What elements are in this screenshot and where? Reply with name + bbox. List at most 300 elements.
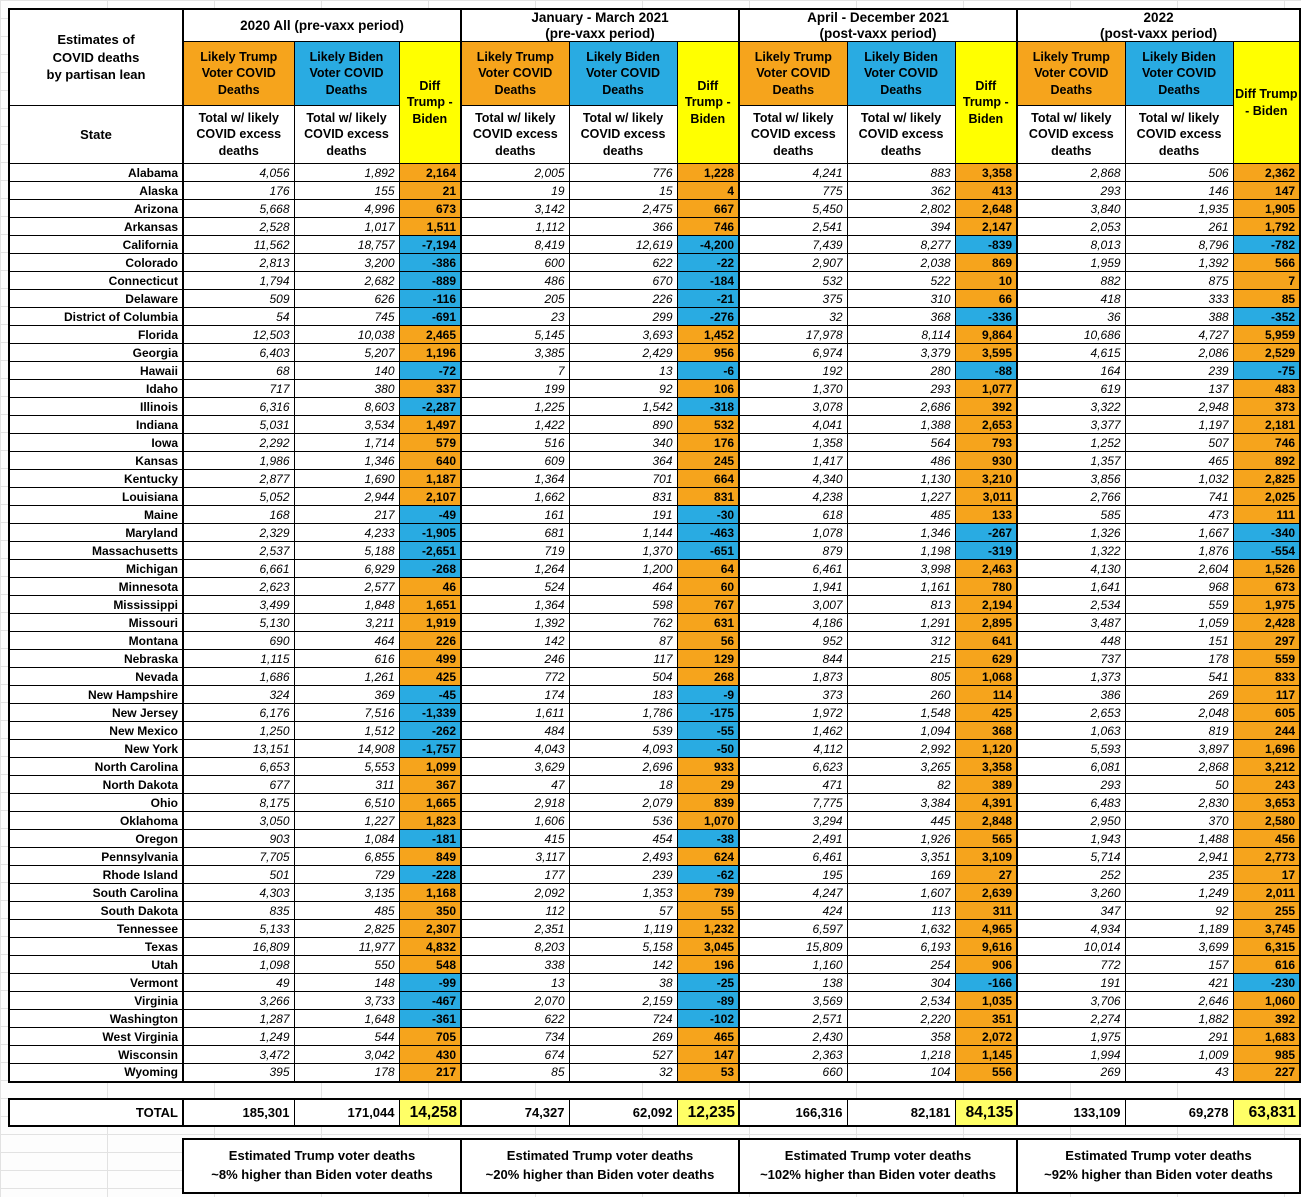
cell-biden-value[interactable]: 178 (1125, 650, 1233, 668)
cell-biden-value[interactable]: 333 (1125, 290, 1233, 308)
cell-trump-value[interactable]: 2,877 (183, 470, 294, 488)
cell-biden-value[interactable]: 8,114 (847, 326, 955, 344)
cell-diff-value[interactable]: 456 (1233, 830, 1300, 848)
cell-diff-value[interactable]: 217 (399, 1064, 461, 1082)
cell-trump-value[interactable]: 501 (183, 866, 294, 884)
cell-diff-value[interactable]: -4,200 (677, 236, 739, 254)
cell-diff-value[interactable]: 2,639 (955, 884, 1017, 902)
cell-trump-value[interactable]: 609 (461, 452, 569, 470)
cell-biden-value[interactable]: 2,686 (847, 398, 955, 416)
cell-trump-value[interactable]: 844 (739, 650, 847, 668)
cell-trump-value[interactable]: 4,186 (739, 614, 847, 632)
cell-diff-value[interactable]: 2,653 (955, 416, 1017, 434)
cell-biden-value[interactable]: 7,516 (294, 704, 399, 722)
cell-biden-value[interactable]: 311 (294, 776, 399, 794)
cell-diff-value[interactable]: 350 (399, 902, 461, 920)
cell-biden-value[interactable]: 2,086 (1125, 344, 1233, 362)
cell-diff-value[interactable]: 392 (955, 398, 1017, 416)
cell-trump-value[interactable]: 8,203 (461, 938, 569, 956)
cell-trump-value[interactable]: 4,241 (739, 164, 847, 182)
footer-note-2022[interactable] (1017, 1139, 1300, 1193)
cell-diff-value[interactable]: 368 (955, 722, 1017, 740)
cell-diff-value[interactable]: 1,792 (1233, 218, 1300, 236)
cell-diff-value[interactable]: -6 (677, 362, 739, 380)
cell-trump-value[interactable]: 4,043 (461, 740, 569, 758)
cell-state[interactable]: Louisiana (9, 488, 183, 506)
cell-biden-value[interactable]: 368 (847, 308, 955, 326)
diff-header[interactable]: Diff Trump - Biden (399, 42, 461, 164)
cell-trump-value[interactable]: 199 (461, 380, 569, 398)
cell-biden-value[interactable]: 701 (569, 470, 677, 488)
cell-diff-value[interactable]: 616 (1233, 956, 1300, 974)
cell-diff-value[interactable]: -38 (677, 830, 739, 848)
cell-biden-value[interactable]: 3,135 (294, 884, 399, 902)
cell-trump-value[interactable]: 3,078 (739, 398, 847, 416)
cell-diff-value[interactable]: -181 (399, 830, 461, 848)
cell-biden-value[interactable]: 1,249 (1125, 884, 1233, 902)
cell-diff-value[interactable]: -268 (399, 560, 461, 578)
cell-trump-value[interactable]: 690 (183, 632, 294, 650)
cell-biden-value[interactable]: 10,038 (294, 326, 399, 344)
cell-diff-value[interactable]: 2,463 (955, 560, 1017, 578)
cell-biden-value[interactable]: 1,388 (847, 416, 955, 434)
cell-trump-value[interactable]: 737 (1017, 650, 1125, 668)
cell-biden-value[interactable]: 626 (294, 290, 399, 308)
cell-biden-value[interactable]: 745 (294, 308, 399, 326)
cell-trump-value[interactable]: 1,986 (183, 452, 294, 470)
cell-trump-value[interactable]: 418 (1017, 290, 1125, 308)
cell-biden-value[interactable]: 1,667 (1125, 524, 1233, 542)
cell-diff-value[interactable]: -116 (399, 290, 461, 308)
cell-diff-value[interactable]: 114 (955, 686, 1017, 704)
cell-biden-value[interactable]: 536 (569, 812, 677, 830)
cell-diff-value[interactable]: 624 (677, 848, 739, 866)
cell-state[interactable]: Michigan (9, 560, 183, 578)
total-trump-value[interactable]: 166,316 (739, 1099, 847, 1126)
cell-biden-value[interactable]: 1,926 (847, 830, 955, 848)
cell-biden-value[interactable]: 280 (847, 362, 955, 380)
cell-biden-value[interactable]: 445 (847, 812, 955, 830)
cell-diff-value[interactable]: 425 (399, 668, 461, 686)
cell-diff-value[interactable]: 641 (955, 632, 1017, 650)
cell-diff-value[interactable]: -467 (399, 992, 461, 1010)
cell-biden-value[interactable]: 464 (294, 632, 399, 650)
cell-biden-value[interactable]: 464 (569, 578, 677, 596)
cell-diff-value[interactable]: 226 (399, 632, 461, 650)
diff-header[interactable]: Diff Trump - Biden (677, 42, 739, 164)
cell-trump-value[interactable]: 19 (461, 182, 569, 200)
cell-diff-value[interactable]: 176 (677, 434, 739, 452)
cell-diff-value[interactable]: 133 (955, 506, 1017, 524)
cell-biden-value[interactable]: 1,346 (294, 452, 399, 470)
cell-biden-value[interactable]: 1,786 (569, 704, 677, 722)
cell-biden-value[interactable]: 3,693 (569, 326, 677, 344)
state-column-header[interactable]: State (9, 106, 183, 164)
cell-trump-value[interactable]: 2,571 (739, 1010, 847, 1028)
cell-diff-value[interactable]: 985 (1233, 1046, 1300, 1064)
cell-biden-value[interactable]: 2,868 (1125, 758, 1233, 776)
cell-trump-value[interactable]: 660 (739, 1064, 847, 1082)
cell-diff-value[interactable]: 64 (677, 560, 739, 578)
cell-trump-value[interactable]: 1,959 (1017, 254, 1125, 272)
cell-trump-value[interactable]: 952 (739, 632, 847, 650)
cell-diff-value[interactable]: -30 (677, 506, 739, 524)
cell-biden-value[interactable]: 3,699 (1125, 938, 1233, 956)
excess-deaths-subheader[interactable]: Total w/ likely COVID excess deaths (1017, 106, 1125, 164)
cell-trump-value[interactable]: 54 (183, 308, 294, 326)
cell-diff-value[interactable]: 1,187 (399, 470, 461, 488)
cell-state[interactable]: New York (9, 740, 183, 758)
cell-biden-value[interactable]: 1,512 (294, 722, 399, 740)
cell-biden-value[interactable]: 598 (569, 596, 677, 614)
cell-biden-value[interactable]: 507 (1125, 434, 1233, 452)
cell-diff-value[interactable]: 389 (955, 776, 1017, 794)
cell-trump-value[interactable]: 23 (461, 308, 569, 326)
cell-biden-value[interactable]: 178 (294, 1064, 399, 1082)
cell-biden-value[interactable]: 1,032 (1125, 470, 1233, 488)
cell-diff-value[interactable]: 930 (955, 452, 1017, 470)
cell-diff-value[interactable]: -318 (677, 398, 739, 416)
cell-trump-value[interactable]: 486 (461, 272, 569, 290)
cell-biden-value[interactable]: 92 (569, 380, 677, 398)
cell-biden-value[interactable]: 388 (1125, 308, 1233, 326)
cell-diff-value[interactable]: -319 (955, 542, 1017, 560)
cell-trump-value[interactable]: 1,662 (461, 488, 569, 506)
cell-trump-value[interactable]: 3,629 (461, 758, 569, 776)
total-biden-value[interactable]: 171,044 (294, 1099, 399, 1126)
cell-biden-value[interactable]: 155 (294, 182, 399, 200)
cell-biden-value[interactable]: 8,603 (294, 398, 399, 416)
cell-biden-value[interactable]: 1,144 (569, 524, 677, 542)
cell-state[interactable]: Indiana (9, 416, 183, 434)
cell-trump-value[interactable]: 138 (739, 974, 847, 992)
cell-biden-value[interactable]: 87 (569, 632, 677, 650)
cell-diff-value[interactable]: 532 (677, 416, 739, 434)
cell-diff-value[interactable]: -88 (955, 362, 1017, 380)
cell-trump-value[interactable]: 6,081 (1017, 758, 1125, 776)
cell-diff-value[interactable]: 10 (955, 272, 1017, 290)
cell-biden-value[interactable]: 261 (1125, 218, 1233, 236)
cell-biden-value[interactable]: 5,553 (294, 758, 399, 776)
cell-trump-value[interactable]: 1,462 (739, 722, 847, 740)
cell-biden-value[interactable]: 473 (1125, 506, 1233, 524)
cell-diff-value[interactable]: 1,665 (399, 794, 461, 812)
cell-diff-value[interactable]: 3,358 (955, 758, 1017, 776)
cell-trump-value[interactable]: 1,975 (1017, 1028, 1125, 1046)
cell-biden-value[interactable]: 254 (847, 956, 955, 974)
cell-biden-value[interactable]: 539 (569, 722, 677, 740)
cell-trump-value[interactable]: 10,014 (1017, 938, 1125, 956)
cell-trump-value[interactable]: 161 (461, 506, 569, 524)
cell-biden-value[interactable]: 18,757 (294, 236, 399, 254)
cell-biden-value[interactable]: 4,233 (294, 524, 399, 542)
cell-biden-value[interactable]: 38 (569, 974, 677, 992)
cell-biden-value[interactable]: 1,200 (569, 560, 677, 578)
cell-trump-value[interactable]: 618 (739, 506, 847, 524)
cell-biden-value[interactable]: 364 (569, 452, 677, 470)
cell-diff-value[interactable]: -554 (1233, 542, 1300, 560)
cell-biden-value[interactable]: 370 (1125, 812, 1233, 830)
cell-trump-value[interactable]: 6,483 (1017, 794, 1125, 812)
cell-trump-value[interactable]: 471 (739, 776, 847, 794)
cell-diff-value[interactable]: 892 (1233, 452, 1300, 470)
cell-trump-value[interactable]: 3,294 (739, 812, 847, 830)
cell-diff-value[interactable]: 2,848 (955, 812, 1017, 830)
cell-biden-value[interactable]: 2,825 (294, 920, 399, 938)
cell-biden-value[interactable]: 239 (1125, 362, 1233, 380)
cell-trump-value[interactable]: 3,007 (739, 596, 847, 614)
cell-trump-value[interactable]: 324 (183, 686, 294, 704)
cell-biden-value[interactable]: 2,944 (294, 488, 399, 506)
cell-diff-value[interactable]: 831 (677, 488, 739, 506)
cell-biden-value[interactable]: 504 (569, 668, 677, 686)
cell-state[interactable]: South Carolina (9, 884, 183, 902)
cell-diff-value[interactable]: -49 (399, 506, 461, 524)
cell-biden-value[interactable]: 8,796 (1125, 236, 1233, 254)
cell-diff-value[interactable]: 780 (955, 578, 1017, 596)
cell-diff-value[interactable]: 2,529 (1233, 344, 1300, 362)
period-header-2022[interactable] (1017, 9, 1300, 42)
trump-deaths-header[interactable]: Likely Trump Voter COVID Deaths (183, 42, 294, 106)
cell-biden-value[interactable]: 6,193 (847, 938, 955, 956)
footer-note-jan-mar-2021[interactable] (461, 1139, 739, 1193)
cell-state[interactable]: Massachusetts (9, 542, 183, 560)
cell-trump-value[interactable]: 1,794 (183, 272, 294, 290)
cell-trump-value[interactable]: 4,056 (183, 164, 294, 182)
cell-biden-value[interactable]: 1,714 (294, 434, 399, 452)
cell-biden-value[interactable]: 1,189 (1125, 920, 1233, 938)
cell-diff-value[interactable]: 839 (677, 794, 739, 812)
cell-diff-value[interactable]: 640 (399, 452, 461, 470)
cell-diff-value[interactable]: 2,465 (399, 326, 461, 344)
cell-state[interactable]: Oklahoma (9, 812, 183, 830)
cell-diff-value[interactable]: 66 (955, 290, 1017, 308)
cell-trump-value[interactable]: 6,974 (739, 344, 847, 362)
cell-trump-value[interactable]: 415 (461, 830, 569, 848)
cell-diff-value[interactable]: 2,362 (1233, 164, 1300, 182)
cell-diff-value[interactable]: 1,823 (399, 812, 461, 830)
cell-trump-value[interactable]: 347 (1017, 902, 1125, 920)
cell-trump-value[interactable]: 191 (1017, 974, 1125, 992)
cell-diff-value[interactable]: -336 (955, 308, 1017, 326)
footer-note-apr-dec-2021[interactable] (739, 1139, 1017, 1193)
cell-biden-value[interactable]: 2,220 (847, 1010, 955, 1028)
biden-deaths-header[interactable]: Likely Biden Voter COVID Deaths (1125, 42, 1233, 106)
cell-state[interactable]: Vermont (9, 974, 183, 992)
cell-trump-value[interactable]: 509 (183, 290, 294, 308)
cell-biden-value[interactable]: 805 (847, 668, 955, 686)
cell-trump-value[interactable]: 719 (461, 542, 569, 560)
cell-diff-value[interactable]: 3,045 (677, 938, 739, 956)
cell-diff-value[interactable]: 906 (955, 956, 1017, 974)
cell-trump-value[interactable]: 4,340 (739, 470, 847, 488)
cell-diff-value[interactable]: 705 (399, 1028, 461, 1046)
cell-biden-value[interactable]: 260 (847, 686, 955, 704)
cell-diff-value[interactable]: 7 (1233, 272, 1300, 290)
cell-diff-value[interactable]: 1,145 (955, 1046, 1017, 1064)
cell-biden-value[interactable]: 57 (569, 902, 677, 920)
cell-biden-value[interactable]: 50 (1125, 776, 1233, 794)
cell-diff-value[interactable]: 53 (677, 1064, 739, 1082)
cell-diff-value[interactable]: 559 (1233, 650, 1300, 668)
cell-biden-value[interactable]: 819 (1125, 722, 1233, 740)
cell-diff-value[interactable]: -267 (955, 524, 1017, 542)
cell-biden-value[interactable]: 465 (1125, 452, 1233, 470)
cell-biden-value[interactable]: 11,977 (294, 938, 399, 956)
cell-biden-value[interactable]: 729 (294, 866, 399, 884)
cell-diff-value[interactable]: 1,077 (955, 380, 1017, 398)
cell-diff-value[interactable]: 6,315 (1233, 938, 1300, 956)
cell-biden-value[interactable]: 875 (1125, 272, 1233, 290)
cell-diff-value[interactable]: -352 (1233, 308, 1300, 326)
total-biden-value[interactable]: 62,092 (569, 1099, 677, 1126)
cell-trump-value[interactable]: 3,050 (183, 812, 294, 830)
cell-diff-value[interactable]: 147 (677, 1046, 739, 1064)
cell-biden-value[interactable]: 741 (1125, 488, 1233, 506)
cell-trump-value[interactable]: 4,303 (183, 884, 294, 902)
cell-diff-value[interactable]: 2,825 (1233, 470, 1300, 488)
cell-trump-value[interactable]: 2,907 (739, 254, 847, 272)
cell-trump-value[interactable]: 1,686 (183, 668, 294, 686)
cell-diff-value[interactable]: 2,428 (1233, 614, 1300, 632)
cell-trump-value[interactable]: 3,385 (461, 344, 569, 362)
cell-diff-value[interactable]: -276 (677, 308, 739, 326)
cell-trump-value[interactable]: 2,623 (183, 578, 294, 596)
cell-trump-value[interactable]: 3,266 (183, 992, 294, 1010)
cell-biden-value[interactable]: 3,200 (294, 254, 399, 272)
cell-state[interactable]: North Dakota (9, 776, 183, 794)
cell-trump-value[interactable]: 8,175 (183, 794, 294, 812)
cell-diff-value[interactable]: 255 (1233, 902, 1300, 920)
cell-biden-value[interactable]: 1,161 (847, 578, 955, 596)
cell-diff-value[interactable]: 85 (1233, 290, 1300, 308)
cell-biden-value[interactable]: 6,855 (294, 848, 399, 866)
cell-biden-value[interactable]: 3,733 (294, 992, 399, 1010)
biden-deaths-header[interactable]: Likely Biden Voter COVID Deaths (294, 42, 399, 106)
cell-trump-value[interactable]: 1,392 (461, 614, 569, 632)
cell-trump-value[interactable]: 619 (1017, 380, 1125, 398)
cell-diff-value[interactable]: -62 (677, 866, 739, 884)
cell-diff-value[interactable]: 243 (1233, 776, 1300, 794)
cell-state[interactable]: Washington (9, 1010, 183, 1028)
cell-state[interactable]: West Virginia (9, 1028, 183, 1046)
cell-biden-value[interactable]: 5,188 (294, 542, 399, 560)
cell-biden-value[interactable]: 670 (569, 272, 677, 290)
cell-trump-value[interactable]: 1,364 (461, 596, 569, 614)
cell-trump-value[interactable]: 1,941 (739, 578, 847, 596)
cell-biden-value[interactable]: 1,119 (569, 920, 677, 938)
cell-biden-value[interactable]: 43 (1125, 1064, 1233, 1082)
cell-trump-value[interactable]: 5,668 (183, 200, 294, 218)
cell-biden-value[interactable]: 304 (847, 974, 955, 992)
cell-biden-value[interactable]: 813 (847, 596, 955, 614)
cell-diff-value[interactable]: 2,307 (399, 920, 461, 938)
cell-trump-value[interactable]: 2,918 (461, 794, 569, 812)
trump-deaths-header[interactable]: Likely Trump Voter COVID Deaths (739, 42, 847, 106)
cell-trump-value[interactable]: 15,809 (739, 938, 847, 956)
cell-state[interactable]: Missouri (9, 614, 183, 632)
total-trump-value[interactable]: 74,327 (461, 1099, 569, 1126)
cell-trump-value[interactable]: 4,130 (1017, 560, 1125, 578)
cell-state[interactable]: Montana (9, 632, 183, 650)
cell-trump-value[interactable]: 1,287 (183, 1010, 294, 1028)
cell-trump-value[interactable]: 6,316 (183, 398, 294, 416)
cell-trump-value[interactable]: 2,274 (1017, 1010, 1125, 1028)
cell-diff-value[interactable]: 129 (677, 650, 739, 668)
cell-trump-value[interactable]: 1,322 (1017, 542, 1125, 560)
diff-header[interactable]: Diff Trump - Biden (1233, 42, 1300, 164)
cell-diff-value[interactable]: 46 (399, 578, 461, 596)
cell-trump-value[interactable]: 49 (183, 974, 294, 992)
cell-biden-value[interactable]: 12,619 (569, 236, 677, 254)
cell-trump-value[interactable]: 7 (461, 362, 569, 380)
cell-biden-value[interactable]: 169 (847, 866, 955, 884)
cell-trump-value[interactable]: 17,978 (739, 326, 847, 344)
cell-diff-value[interactable]: 351 (955, 1010, 1017, 1028)
cell-trump-value[interactable]: 524 (461, 578, 569, 596)
cell-state[interactable]: Arizona (9, 200, 183, 218)
cell-diff-value[interactable]: 21 (399, 182, 461, 200)
cell-diff-value[interactable]: 17 (1233, 866, 1300, 884)
cell-state[interactable]: Illinois (9, 398, 183, 416)
cell-state[interactable]: Pennsylvania (9, 848, 183, 866)
cell-diff-value[interactable]: -102 (677, 1010, 739, 1028)
cell-diff-value[interactable]: 430 (399, 1046, 461, 1064)
cell-diff-value[interactable]: 311 (955, 902, 1017, 920)
cell-diff-value[interactable]: 565 (955, 830, 1017, 848)
cell-diff-value[interactable]: 1,035 (955, 992, 1017, 1010)
cell-diff-value[interactable]: -230 (1233, 974, 1300, 992)
cell-trump-value[interactable]: 1,357 (1017, 452, 1125, 470)
cell-trump-value[interactable]: 1,358 (739, 434, 847, 452)
excess-deaths-subheader[interactable]: Total w/ likely COVID excess deaths (461, 106, 569, 164)
cell-trump-value[interactable]: 6,461 (739, 560, 847, 578)
cell-diff-value[interactable]: 196 (677, 956, 739, 974)
cell-trump-value[interactable]: 8,419 (461, 236, 569, 254)
cell-diff-value[interactable]: 1,060 (1233, 992, 1300, 1010)
cell-biden-value[interactable]: 5,207 (294, 344, 399, 362)
cell-state[interactable]: Connecticut (9, 272, 183, 290)
cell-diff-value[interactable]: 1,228 (677, 164, 739, 182)
excess-deaths-subheader[interactable]: Total w/ likely COVID excess deaths (294, 106, 399, 164)
cell-trump-value[interactable]: 2,950 (1017, 812, 1125, 830)
cell-biden-value[interactable]: 1,632 (847, 920, 955, 938)
cell-diff-value[interactable]: 3,745 (1233, 920, 1300, 938)
cell-trump-value[interactable]: 174 (461, 686, 569, 704)
cell-trump-value[interactable]: 903 (183, 830, 294, 848)
cell-trump-value[interactable]: 6,653 (183, 758, 294, 776)
cell-trump-value[interactable]: 532 (739, 272, 847, 290)
cell-diff-value[interactable]: -2,287 (399, 398, 461, 416)
cell-diff-value[interactable]: 4,965 (955, 920, 1017, 938)
cell-state[interactable]: Minnesota (9, 578, 183, 596)
cell-trump-value[interactable]: 775 (739, 182, 847, 200)
cell-trump-value[interactable]: 4,247 (739, 884, 847, 902)
cell-trump-value[interactable]: 484 (461, 722, 569, 740)
cell-diff-value[interactable]: -45 (399, 686, 461, 704)
cell-trump-value[interactable]: 585 (1017, 506, 1125, 524)
cell-diff-value[interactable]: 956 (677, 344, 739, 362)
cell-trump-value[interactable]: 717 (183, 380, 294, 398)
cell-biden-value[interactable]: 485 (294, 902, 399, 920)
cell-state[interactable]: North Carolina (9, 758, 183, 776)
cell-diff-value[interactable]: 1,905 (1233, 200, 1300, 218)
cell-state[interactable]: Arkansas (9, 218, 183, 236)
cell-state[interactable]: Ohio (9, 794, 183, 812)
cell-trump-value[interactable]: 5,133 (183, 920, 294, 938)
cell-state[interactable]: Mississippi (9, 596, 183, 614)
cell-trump-value[interactable]: 516 (461, 434, 569, 452)
